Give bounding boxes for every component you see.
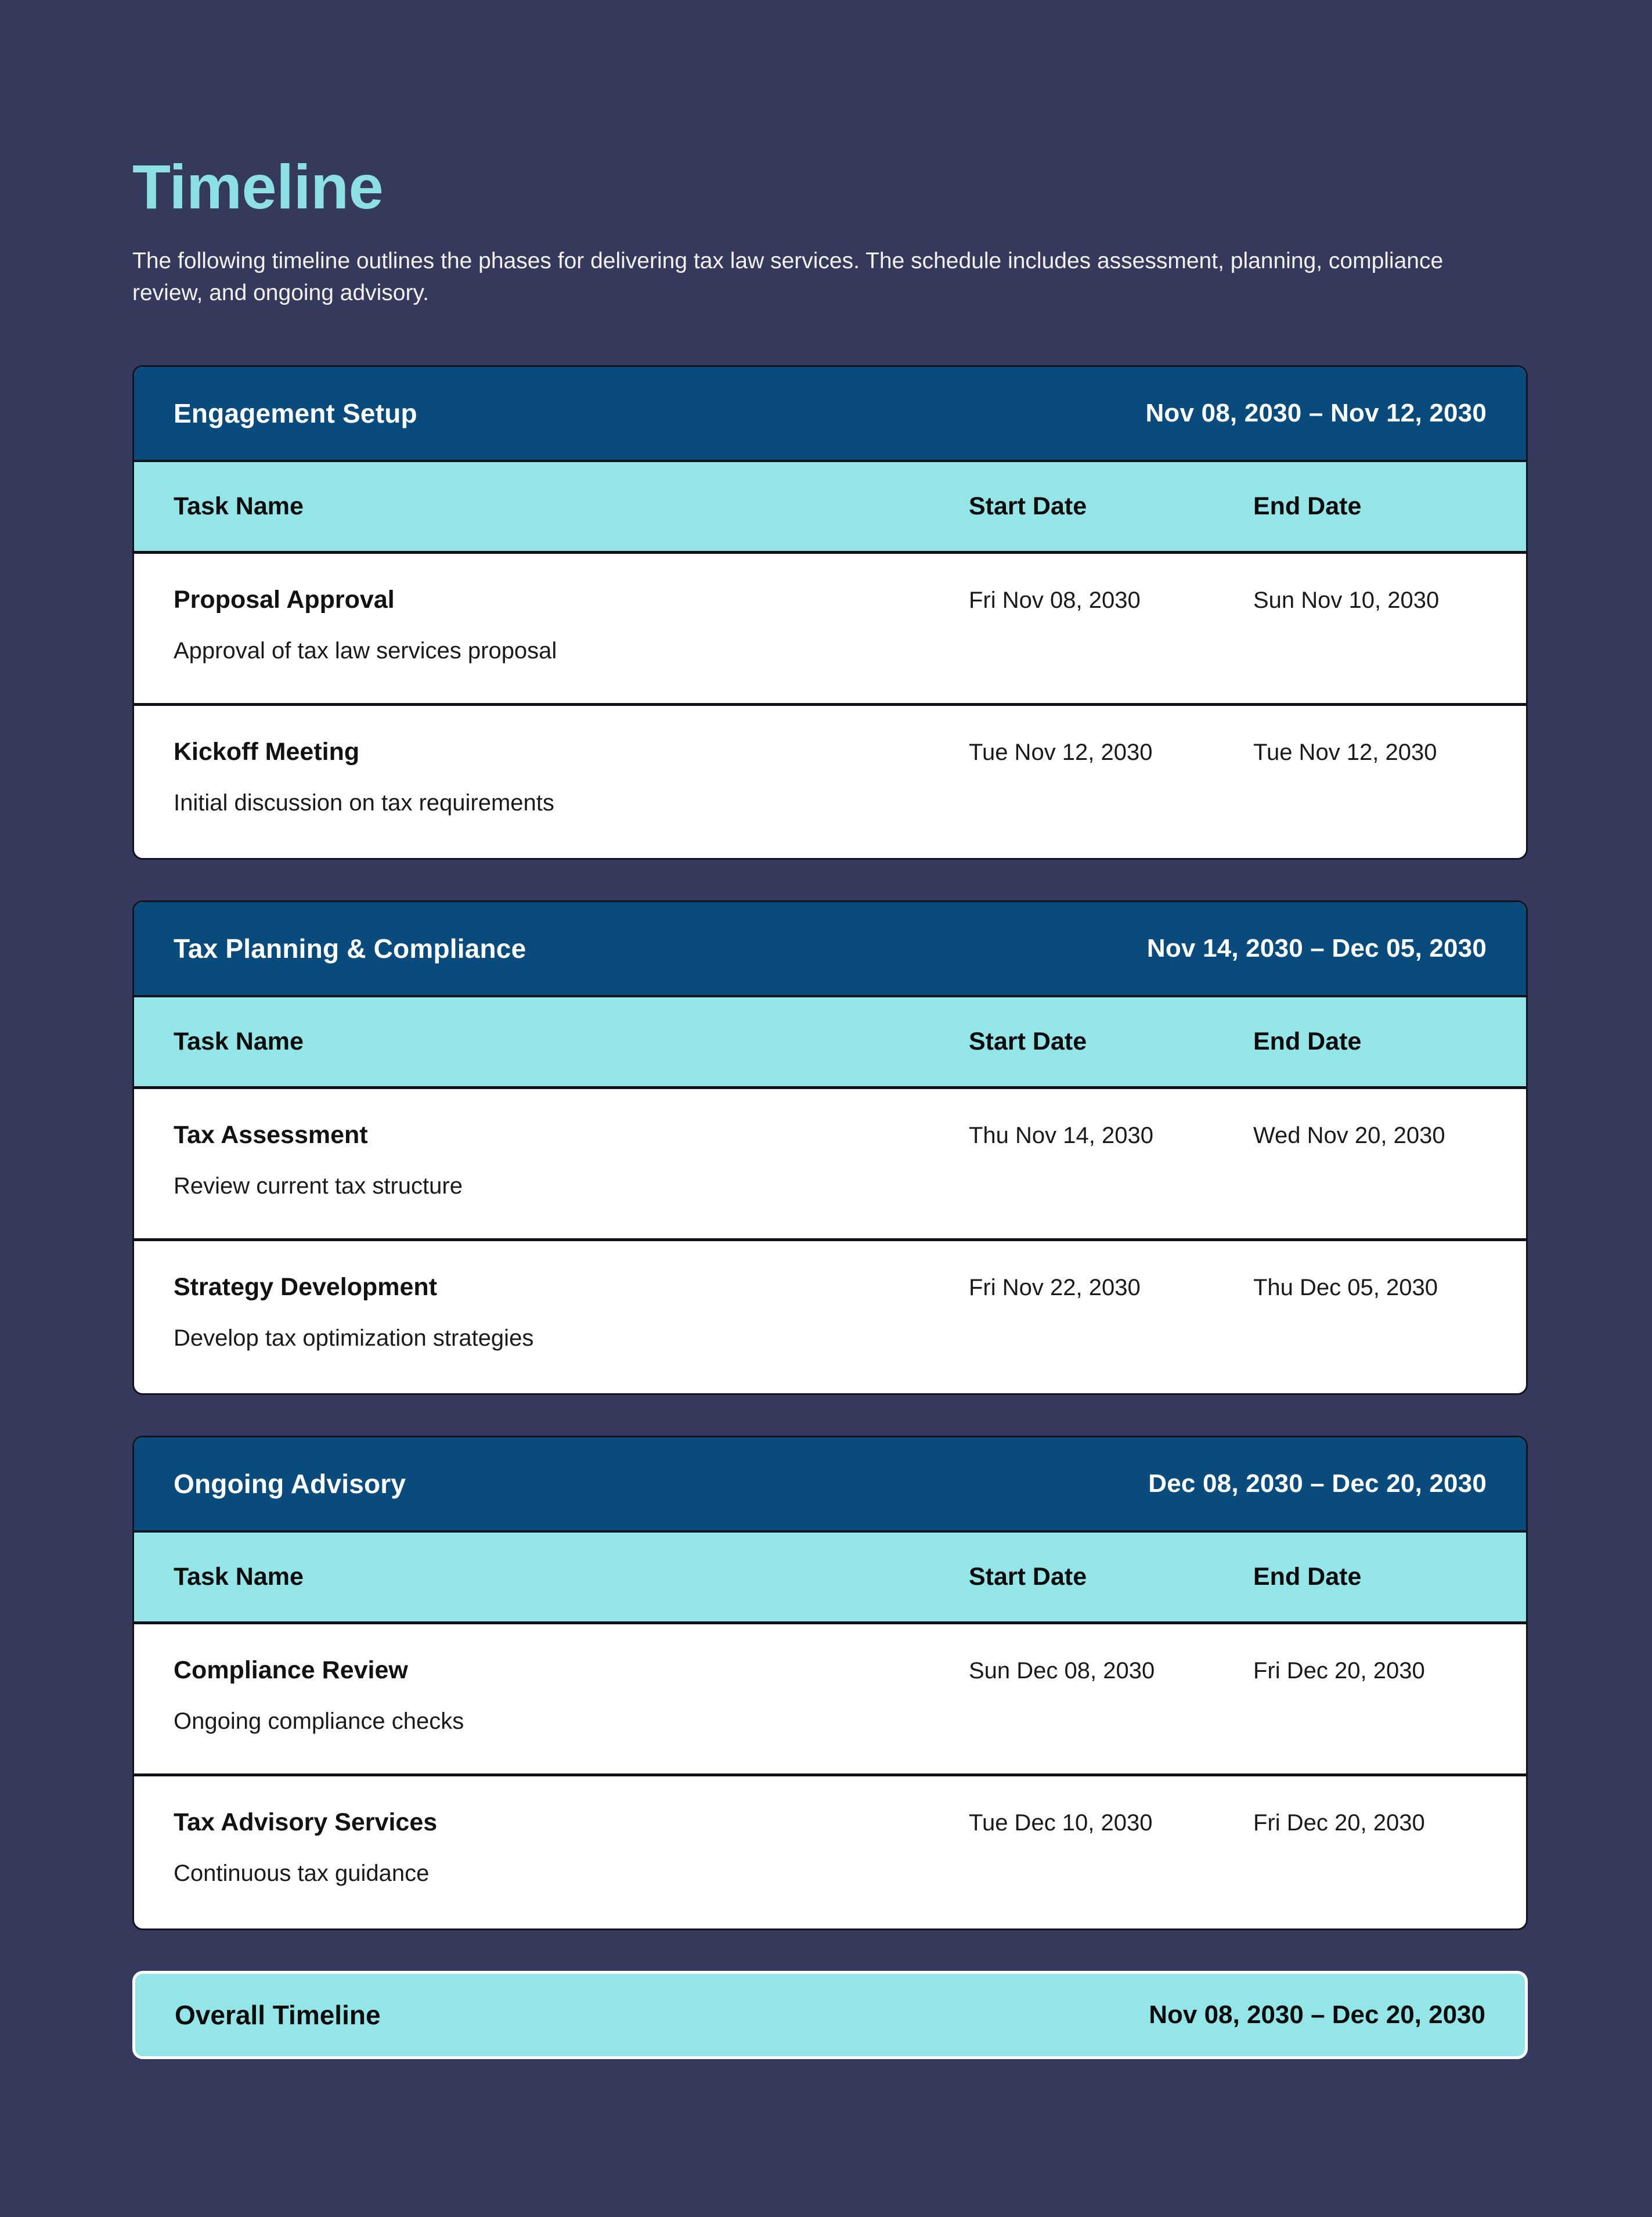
task-description: Ongoing compliance checks (174, 1708, 464, 1735)
task-start-date: Fri Nov 22, 2030 (969, 1274, 1141, 1300)
column-header-task-name: Task Name (174, 492, 304, 520)
task-start-date: Tue Dec 10, 2030 (969, 1809, 1153, 1836)
task-description: Initial discussion on tax requirements (174, 790, 554, 816)
task-name-cell (174, 1120, 969, 1202)
table-row (134, 1241, 1526, 1393)
overall-timeline-range: Nov 08, 2030 – Dec 20, 2030 (1149, 2000, 1485, 2029)
table-row (134, 1089, 1526, 1241)
column-header-row (134, 1533, 1526, 1624)
task-name-cell (174, 737, 969, 819)
column-header-row (134, 462, 1526, 554)
task-end-date: Fri Dec 20, 2030 (1253, 1809, 1425, 1836)
task-end-date: Tue Nov 12, 2030 (1253, 739, 1437, 765)
phase-range: Nov 08, 2030 – Nov 12, 2030 (1145, 398, 1487, 427)
task-name-cell (174, 585, 969, 666)
phase-header (134, 902, 1526, 997)
task-title: Tax Assessment (174, 1120, 368, 1149)
page-title: Timeline (132, 152, 384, 222)
phase-header (134, 367, 1526, 462)
task-end-date: Fri Dec 20, 2030 (1253, 1657, 1425, 1684)
phase-name: Engagement Setup (174, 398, 417, 428)
table-row (134, 1776, 1526, 1928)
column-header-start-date: Start Date (969, 1562, 1087, 1591)
table-row (134, 706, 1526, 858)
task-end-date: Wed Nov 20, 2030 (1253, 1122, 1445, 1148)
column-header-end-date: End Date (1253, 1027, 1362, 1055)
task-title: Kickoff Meeting (174, 737, 360, 766)
phase-card (132, 1436, 1528, 1930)
task-title: Compliance Review (174, 1656, 408, 1684)
column-header-end-date: End Date (1253, 1562, 1362, 1591)
column-header-task-name: Task Name (174, 1562, 304, 1591)
column-header-start-date: Start Date (969, 492, 1087, 520)
phase-card (132, 365, 1528, 860)
task-end-date: Sun Nov 10, 2030 (1253, 587, 1440, 613)
task-description: Review current tax structure (174, 1173, 463, 1199)
task-end-date: Thu Dec 05, 2030 (1253, 1274, 1438, 1300)
task-title: Proposal Approval (174, 585, 395, 614)
column-header-start-date: Start Date (969, 1027, 1087, 1055)
column-header-task-name: Task Name (174, 1027, 304, 1055)
task-description: Develop tax optimization strategies (174, 1325, 534, 1351)
phase-card-list (132, 365, 1528, 1930)
task-start-date: Tue Nov 12, 2030 (969, 739, 1153, 765)
task-start-date: Sun Dec 08, 2030 (969, 1657, 1155, 1684)
task-name-cell (174, 1656, 969, 1737)
phase-name: Ongoing Advisory (174, 1468, 406, 1499)
table-row (134, 554, 1526, 706)
task-name-cell (174, 1808, 969, 1889)
page-description: The following timeline outlines the phases for delivering tax law services. The schedule includes assessment, planning, compliance review, and ongoing advisory. (132, 248, 1444, 306)
phase-card (132, 900, 1528, 1395)
task-start-date: Thu Nov 14, 2030 (969, 1122, 1153, 1148)
task-start-date: Fri Nov 08, 2030 (969, 587, 1141, 613)
task-title: Tax Advisory Services (174, 1808, 438, 1836)
task-name-cell (174, 1272, 969, 1354)
phase-header (134, 1437, 1526, 1533)
phase-name: Tax Planning & Compliance (174, 933, 526, 964)
task-title: Strategy Development (174, 1272, 438, 1301)
phase-range: Nov 14, 2030 – Dec 05, 2030 (1146, 933, 1487, 962)
page-content (132, 0, 1528, 2059)
column-header-end-date: End Date (1253, 492, 1362, 520)
overall-timeline-bar (132, 1971, 1528, 2059)
column-header-row (134, 997, 1526, 1089)
overall-timeline-label: Overall Timeline (175, 1999, 381, 2030)
phase-range: Dec 08, 2030 – Dec 20, 2030 (1148, 1469, 1487, 1498)
task-description: Approval of tax law services proposal (174, 638, 557, 664)
table-row (134, 1624, 1526, 1776)
task-description: Continuous tax guidance (174, 1861, 430, 1887)
